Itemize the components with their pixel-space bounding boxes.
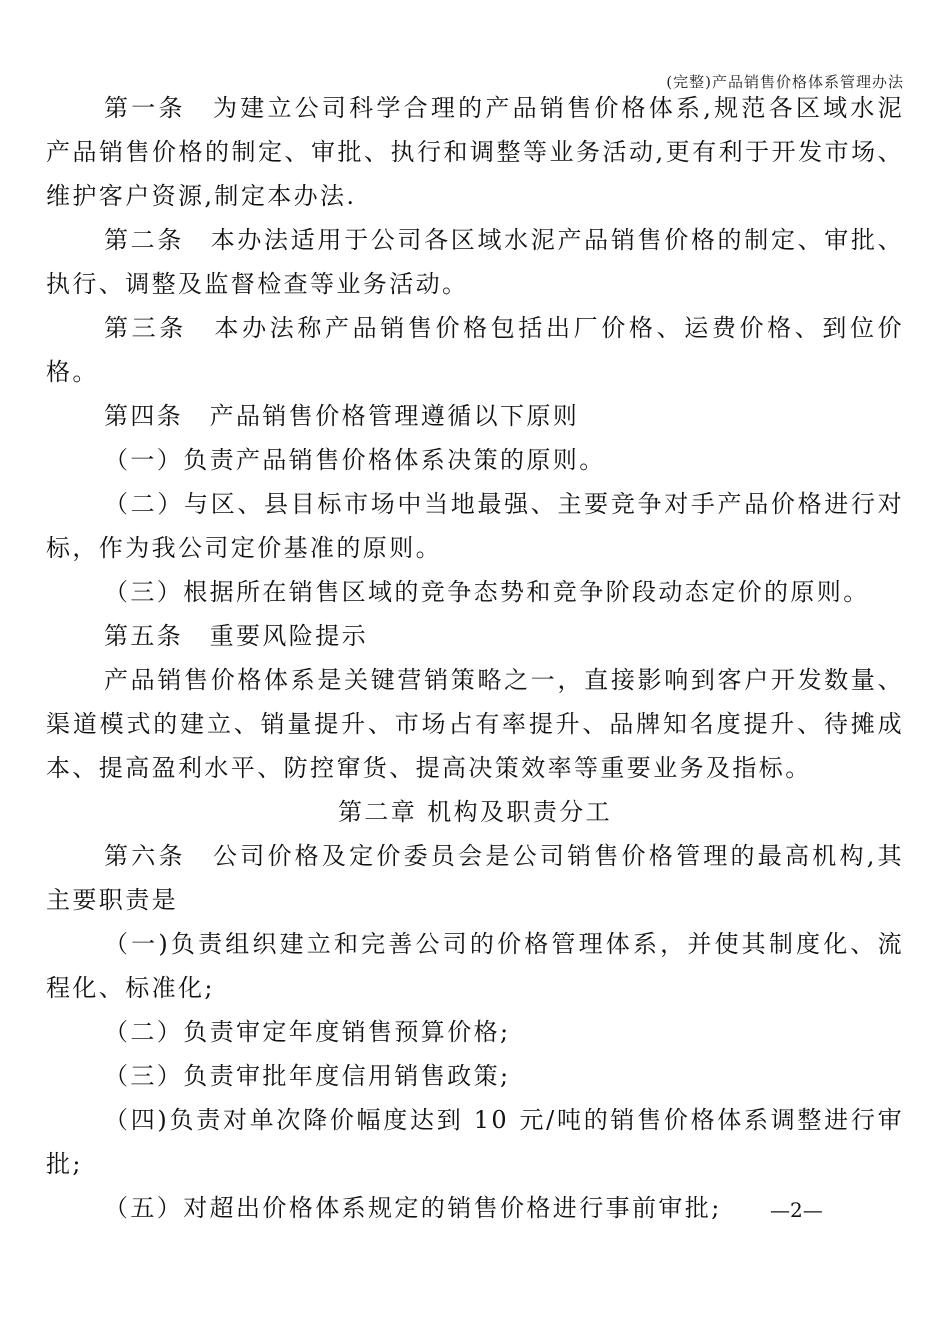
duty-3: （三）负责审批年度信用销售政策; — [104, 1062, 511, 1090]
page-number: —2— — [770, 1198, 823, 1222]
article-3: 第三条 本办法称产品销售价格包括出厂价格、运费价格、到位价格。 — [46, 314, 904, 386]
article-1: 第一条 为建立公司科学合理的产品销售价格体系,规范各区域水泥产品销售价格的制定、审批、执行和调整等业务活动,更有利于开发市场、维护客户资源,制定本办法. — [46, 94, 904, 210]
principle-2: （二）与区、县目标市场中当地最强、主要竞争对手产品价格进行对标，作为我公司定价基准的原则。 — [46, 490, 904, 562]
article-4: 第四条 产品销售价格管理遵循以下原则 — [104, 402, 580, 430]
duty-2: （二）负责审定年度销售预算价格; — [104, 1018, 511, 1046]
article-6: 第六条 公司价格及定价委员会是公司销售价格管理的最高机构,其主要职责是 — [46, 842, 904, 914]
document-body — [46, 86, 904, 1230]
principle-1: （一）负责产品销售价格体系决策的原则。 — [104, 446, 606, 474]
article-5: 第五条 重要风险提示 — [104, 622, 368, 650]
principle-3: （三）根据所在销售区域的竞争态势和竞争阶段动态定价的原则。 — [104, 578, 870, 606]
duty-1: （一)负责组织建立和完善公司的价格管理体系，并使其制度化、流程化、标准化; — [46, 930, 904, 1002]
duty-4: （四)负责对单次降价幅度达到 10 元/吨的销售价格体系调整进行审批; — [46, 1106, 904, 1178]
duty-5: （五）对超出价格体系规定的销售价格进行事前审批; — [104, 1194, 722, 1222]
page-header: (完整)产品销售价格体系管理办法 — [666, 73, 904, 91]
chapter-title: 第二章 机构及职责分工 — [337, 798, 613, 826]
article-2: 第二条 本办法适用于公司各区域水泥产品销售价格的制定、审批、执行、调整及监督检查等业务活动。 — [46, 226, 904, 298]
risk-notice: 产品销售价格体系是关键营销策略之一，直接影响到客户开发数量、渠道模式的建立、销量提升、市场占有率提升、品牌知名度提升、待摊成本、提高盈利水平、防控窜货、提高决策效率等重要业务及指标。 — [46, 666, 904, 782]
